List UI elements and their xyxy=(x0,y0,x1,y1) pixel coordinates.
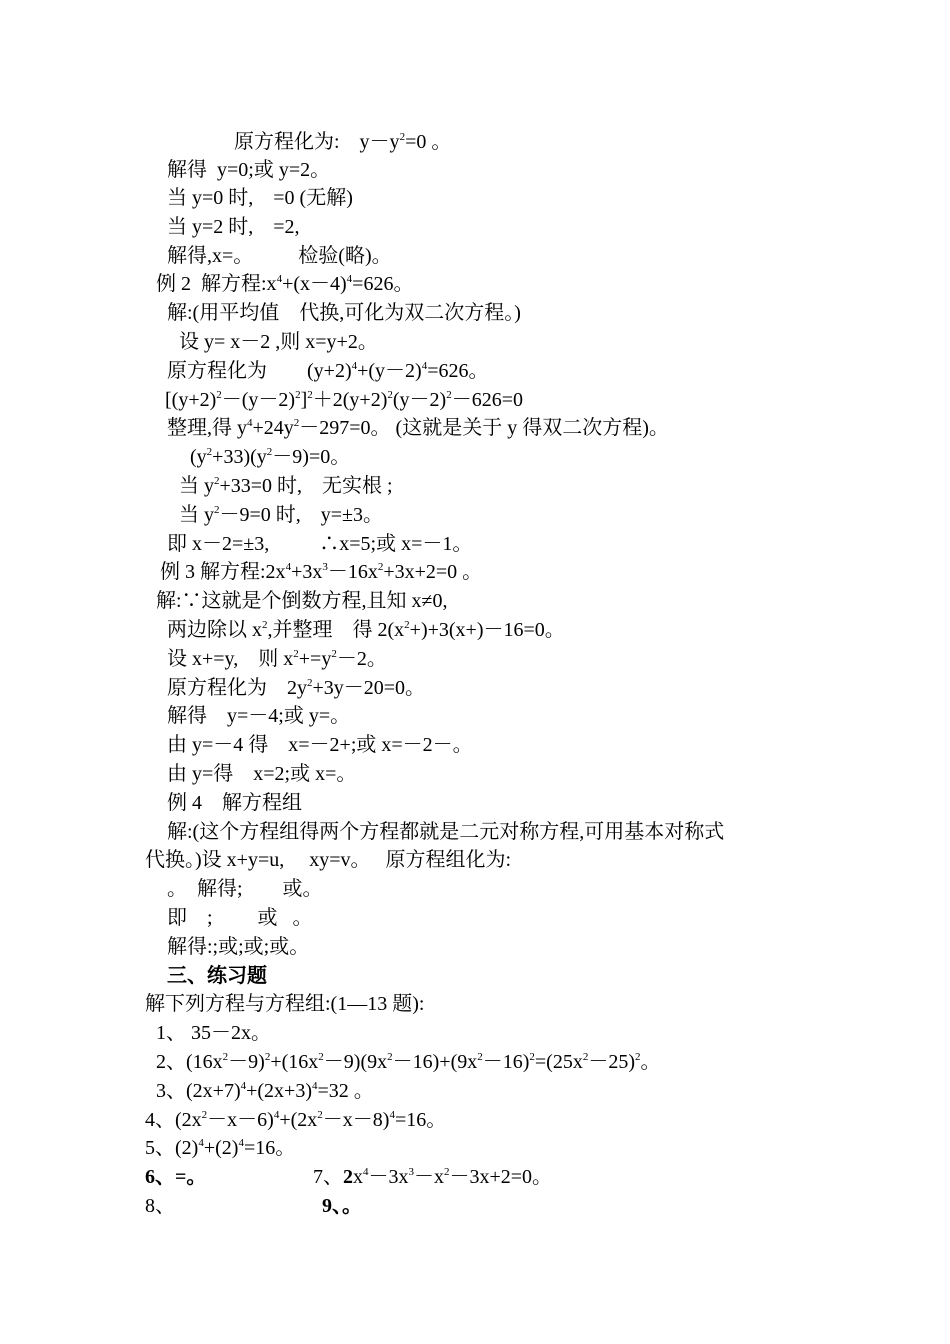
text-line: 设 x+=y, 则 $x^2+=y^2-2$。 xyxy=(167,648,387,670)
text-line: $[(y+2)^2-(y-2)^2]^2+2(y+2)^2(y-2)^2-626=0$ xyxy=(165,389,523,411)
text-line: 设 y= x－2 ,则 x=y+2。 xyxy=(179,331,378,353)
text-line: 解:(这个方程组得两个方程都就是二元对称方程,可用基本对称式 xyxy=(167,821,725,843)
text-line: 由 y=－4 得 x=－2+;或 x=－2－。 xyxy=(167,734,473,756)
text-line: 原方程化为 $2y^2+3y-20=0$。 xyxy=(167,677,426,699)
text-line: 解得,x=。 检验(略)。 xyxy=(167,245,392,267)
example-heading: 例 2 解方程$:x^4+(x-4)^4=626$。 xyxy=(156,273,414,295)
text-line: 代换。)设 x+y=u, xy=v。 原方程组化为: xyxy=(145,849,512,871)
text-line: $(y^2+33)(y^2-9)=0$。 xyxy=(190,446,351,468)
text-line: 原方程化为 $(y+2)^4+(y-2)^4=626$。 xyxy=(167,360,489,382)
exercise-item: 3、$(2x+7)^4+(2x+3)^4=32$ 。 xyxy=(156,1080,374,1102)
exercise-item: 8、 xyxy=(145,1195,175,1217)
example-heading: 例 3 解方程$:2x^4+3x^3-16x^2+3x+2=0$ 。 xyxy=(160,561,483,583)
exercise-item: 1、 35－2x。 xyxy=(156,1022,271,1044)
text-line: 。 解得; 或。 xyxy=(167,878,323,900)
text-line: 两边除以 $x^2$,并整理 得 $2(x^2+)+3(x+)-16=0$。 xyxy=(167,619,565,641)
text-line: 即 x－2=±3, ∴x=5;或 x=－1。 xyxy=(167,533,473,555)
exercise-item: 7、$2x^4-3x^3-x^2-3x+2=0$。 xyxy=(313,1166,553,1188)
text-line: 解:(用平均值 代换,可化为双二次方程。) xyxy=(167,302,521,324)
text-line: 由 y=得 x=2;或 x=。 xyxy=(167,763,357,785)
text-line: 解:∵这就是个倒数方程,且知 x≠0, xyxy=(156,590,448,612)
text-line: 解得:;或;或;或。 xyxy=(167,936,310,958)
text-line: 当 y=2 时, =2, xyxy=(167,216,300,238)
example-heading: 例 4 解方程组 xyxy=(167,792,302,814)
text-line: 即 ; 或 。 xyxy=(167,907,313,929)
exercise-item: 5、$(2)^4+(2)^4=16$。 xyxy=(145,1137,296,1159)
text-line: 当 $y^2-9=0$ 时, y=±3。 xyxy=(179,504,384,526)
text-line: 当 $y^2+33=0$ 时, 无实根 ; xyxy=(179,475,393,497)
exercise-item: 9、。 xyxy=(322,1195,362,1217)
exercise-item: 2、$(16x^2-9)^2+(16x^2-9)(9x^2-16)+(9x^2-16)^2=(25x^2-25)^2$。 xyxy=(156,1051,661,1073)
text-line: 解得 y=0;或 y=2。 xyxy=(167,159,331,181)
exercise-item: 6、=。 xyxy=(145,1166,207,1188)
text-line: 解下列方程与方程组:(1—13 题): xyxy=(145,993,425,1015)
text-line: 解得 y=－4;或 y=。 xyxy=(167,705,351,727)
section-heading: 三、练习题 xyxy=(167,965,267,987)
text-line: 原方程化为: $y-y^2=0$ 。 xyxy=(234,131,452,153)
text-line: 当 y=0 时, =0 (无解) xyxy=(167,187,353,209)
exercise-item: 4、$(2x^2-x-6)^4+(2x^2-x-8)^4=16$。 xyxy=(145,1109,447,1131)
text-line: 整理,得 $y^4+24y^2-297=0$。 (这就是关于 y 得双二次方程)。 xyxy=(167,417,669,439)
